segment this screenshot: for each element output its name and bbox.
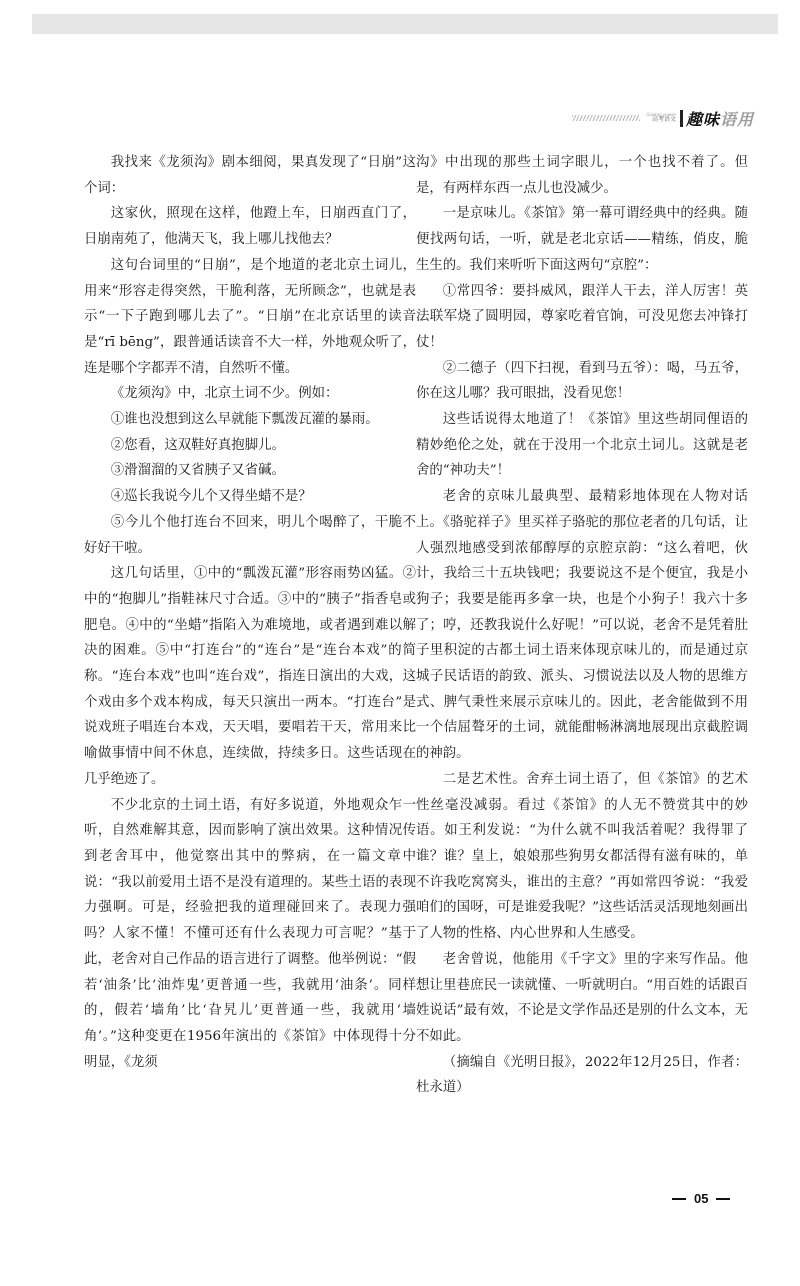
paragraph: 二是艺术性。舍弃土词土语了，但《茶馆》的艺术性丝毫没减弱。看过《茶馆》的人无不赞赏其中的妙语。如王利发说：“为什么就不叫我活着呢？我得罪了谁？谁？皇上，娘娘那些狗男女都活得有滋有味的，单不许我吃窝窝头，谁出的主意？”再如常四爷说：“我爱咱们的国呀，可是谁爱我呢？”这些话活灵活现地刻画出了人物的性格、内心世界和人生感受。 [416,771,748,942]
paragraph-continuation: 沟》中出现的那些土词字眼儿，一个也找不着了。但是，有两样东西一点儿也没减少。 [416,155,748,196]
section-title [686,107,754,130]
paragraph: 这几句话里，①中的“瓢泼瓦灌”形容雨势凶猛。②中的“抱脚儿”指鞋袜尺寸合适。③中的“胰子”指香皂或肥皂。④中的“坐蜡”指陷入为难境地，或者遇到难以解决的困难。⑤中“打连台”的“连台”是“连台本戏”的简称。“连台本戏”也叫“连台戏”，指连日演出的大戏，这个戏由多个戏本构成，每天只演出一两本。“打连台”是说戏班子唱连台本戏，天天唱，要唱若干天，常用来比喻做事情中间不休息，连续做，持续多日。这些话现在几乎绝迹了。 [84,566,416,787]
left-column [84,150,416,1075]
example-item: ①谁也没想到这么早就能下瓢泼瓦灌的暴雨。 [110,412,379,428]
header-hatch-decoration [572,115,640,121]
quote-line: ①常四爷：要抖威风，跟洋人干去，洋人厉害！英法联军烧了圆明园，尊家吃着官饷，可没见您去冲锋打仗！ [416,283,748,350]
right-column [416,150,748,1101]
source-citation: （摘编自《光明日报》，2022年12月25日，作者：杜永道） [416,1054,748,1096]
header-english: Gaokao yuwen [646,112,676,117]
example-item: ④巡长我说今儿个又得坐蜡不是？ [110,489,312,505]
paragraph: 老舍曾说，他能用《千字文》里的字来写作品。他想让里巷庶民一读就懂、一听就明白。“用百姓的话跟百姓说话”最有效，不论是文学作品还是别的什么文本，无不如此。 [416,951,748,1044]
page-number-text: 05 [694,1191,709,1206]
dash-left [672,1198,686,1200]
example-item: ③滑溜溜的又省胰子又省碱。 [110,463,285,479]
page-number [672,1191,730,1206]
header-divider-bar [680,110,683,127]
paragraph: 我找来《龙须沟》剧本细阅，果真发现了“日崩”这个词： [84,155,416,196]
paragraph: 一是京味儿。《茶馆》第一幕可谓经典中的经典。随便找两句话，一听，就是老北京话——精练，俏皮，脆生生的。我们来听听下面这两句“京腔”： [416,206,748,273]
header-journal-label [646,113,676,123]
example-item: ⑤今儿个他打连台不回来，明儿个喝醉了，干脆不好好干啦。 [84,514,416,556]
dash-right [716,1198,730,1200]
top-gray-band [32,14,778,34]
section-title-sub: 语用 [719,109,754,129]
paragraph: 老舍的京味儿最典型、最精彩地体现在人物对话上。《骆驼祥子》里买祥子骆驼的那位老者的几句话，让人强烈地感受到浓郁醇厚的京腔京韵：“这么着吧，伙计，我给三十五块钱吧；我要说这不是个便宜，我是小狗子；我要是能再多拿一块，也是个小狗子！我六十多了；哼，还教我说什么好呢！”可以说，老舍不是凭着肚子里积淀的古都土词土语来体现京味儿的，而是通过京城子民话语的韵致、派头、习惯说法以及人物的思维方式、脾气秉性来展示京味儿的。因此，老舍能做到不用一个佶屈聱牙的土词，就能酣畅淋漓地展现出京截腔调的神韵。 [416,489,748,762]
section-title-main: 趣味 [685,109,720,129]
header-journal-cn: 高考语文 [651,116,676,123]
example-item: ②您看，这双鞋好真抱脚儿。 [110,437,285,453]
quote-line: 这家伙，照现在这样，他蹬上车，日崩西直门了，日崩南苑了，他满天飞，我上哪儿找他去？ [84,206,416,248]
quote-line: ②二德子（四下扫视，看到马五爷）：喝，马五爷，你在这儿哪？我可眼拙，没看见您！ [416,360,748,402]
paragraph: 《龙须沟》中，北京土词不少。例如： [110,386,339,402]
paragraph: 不少北京的土词土语，有好多说道，外地观众乍一听，自然难解其意，因而影响了演出效果。这种情况传到老舍耳中，他觉察出其中的弊病，在一篇文章中说：“我以前爱用土语不是没有道理的。某些土语的表现力强啊。可是，经验把我的道理碰回来了。表现力强吗？人家不懂！不懂可还有什么表现力可言呢？”基于此，老舍对自己作品的语言进行了调整。他举例说：“假若‘油条’比‘油炸鬼’更普通一些，我就用‘油条’。同样的，假若‘墙角’比‘旮旯儿’更普通一些，我就用‘墙角’。”这种变更在1956年演出的《茶馆》中体现得十分明显，《龙须 [84,797,416,1070]
section-header [572,108,754,128]
paragraph: 这些话说得太地道了！《茶馆》里这些胡同俚语的精妙绝伦之处，就在于没用一个北京土词儿。这就是老舍的“神功夫”！ [416,412,748,479]
paragraph: 这句台词里的“日崩”，是个地道的老北京土词儿，用来“形容走得突然，干脆利落，无所顾念”，也就是表示“一下子跑到哪儿去了”。“日崩”在北京话里的读音是“rī bēng”，跟普通话读音不大一样，外地观众听了，连是哪个字都弄不清，自然听不懂。 [84,257,416,376]
